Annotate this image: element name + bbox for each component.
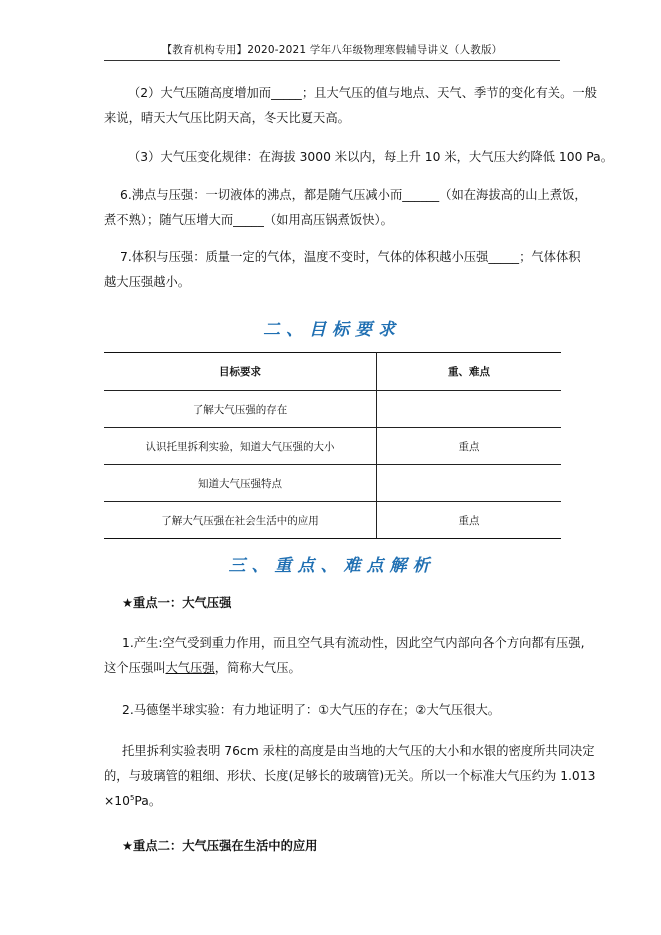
header-title: 【教育机构专用】2020-2021 学年八年级物理寒假辅导讲义（人教版） xyxy=(161,44,503,56)
text-fragment: Pa。 xyxy=(134,794,162,808)
table-cell-goal: 了解大气压强的存在 xyxy=(104,391,377,428)
keypoint-2-title: ★重点二：大气压强在生活中的应用 xyxy=(122,839,318,853)
keypoint-1-title: ★重点一：大气压强 xyxy=(122,596,232,610)
table-cell-goal: 知道大气压强特点 xyxy=(104,465,377,502)
keypoint-1-item-1-line-1: 1.产生:空气受到重力作用，而且空气具有流动性，因此空气内部向各个方向都有压强, xyxy=(122,636,585,650)
underlined-term: 大气压强 xyxy=(165,661,215,675)
table-cell-goal: 认识托里拆利实验，知道大气压强的大小 xyxy=(104,428,377,465)
para-7-line-2: 越大压强越小。 xyxy=(104,275,191,289)
exponent: 5 xyxy=(129,793,135,802)
table-cell-key: 重点 xyxy=(377,502,562,539)
torricelli-line-3 xyxy=(104,792,161,810)
para-3: （3）大气压变化规律：在海拔 3000 米以内，每上升 10 米，大气压大约降低 100 Pa。 xyxy=(128,150,613,164)
table-row xyxy=(104,502,561,539)
para-6-line-1: 6.沸点与压强：一切液体的沸点，都是随气压减小而______（如在海拔高的山上煮饭， xyxy=(120,188,587,202)
page-header xyxy=(104,30,560,61)
para-2-line-1: （2）大气压随高度增加而_____；且大气压的值与地点、天气、季节的变化有关。一般 xyxy=(128,86,597,100)
table-header-key: 重、难点 xyxy=(377,353,562,391)
table-header-row xyxy=(104,353,561,391)
para-2-line-2: 来说，晴天大气压比阴天高，冬天比夏天高。 xyxy=(104,111,350,125)
keypoint-1-item-1-line-2 xyxy=(104,659,301,677)
text-fragment: 这个压强叫 xyxy=(104,661,166,675)
torricelli-line-1: 托里拆利实验表明 76cm 汞柱的高度是由当地的大气压的大小和水银的密度所共同决定 xyxy=(122,744,595,758)
section-title-goals: 二、目标要求 xyxy=(263,320,401,340)
table-cell-goal: 了解大气压强在社会生活中的应用 xyxy=(104,502,377,539)
keypoint-1-item-2: 2.马德堡半球实验：有力地证明了：①大气压的存在；②大气压很大。 xyxy=(122,703,501,717)
table-row xyxy=(104,428,561,465)
text-fragment: ，简称大气压。 xyxy=(214,661,301,675)
table-cell-key xyxy=(377,391,562,428)
table-row xyxy=(104,465,561,502)
section-title-analysis: 三、重点、难点解析 xyxy=(228,556,436,576)
table-cell-key xyxy=(377,465,562,502)
para-6-line-2: 煮不熟）；随气压增大而_____（如用高压锅煮饭快）。 xyxy=(104,213,393,227)
goals-table xyxy=(104,352,561,539)
table-row xyxy=(104,391,561,428)
torricelli-line-2: 的，与玻璃管的粗细、形状、长度(足够长的玻璃管)无关。所以一个标准大气压约为 1.013 xyxy=(104,769,596,783)
para-7-line-1: 7.体积与压强：质量一定的气体，温度不变时，气体的体积越小压强_____；气体体积 xyxy=(120,250,581,264)
table-cell-key: 重点 xyxy=(377,428,562,465)
text-fragment: ×10 xyxy=(104,794,130,808)
table-header-goal: 目标要求 xyxy=(104,353,377,391)
